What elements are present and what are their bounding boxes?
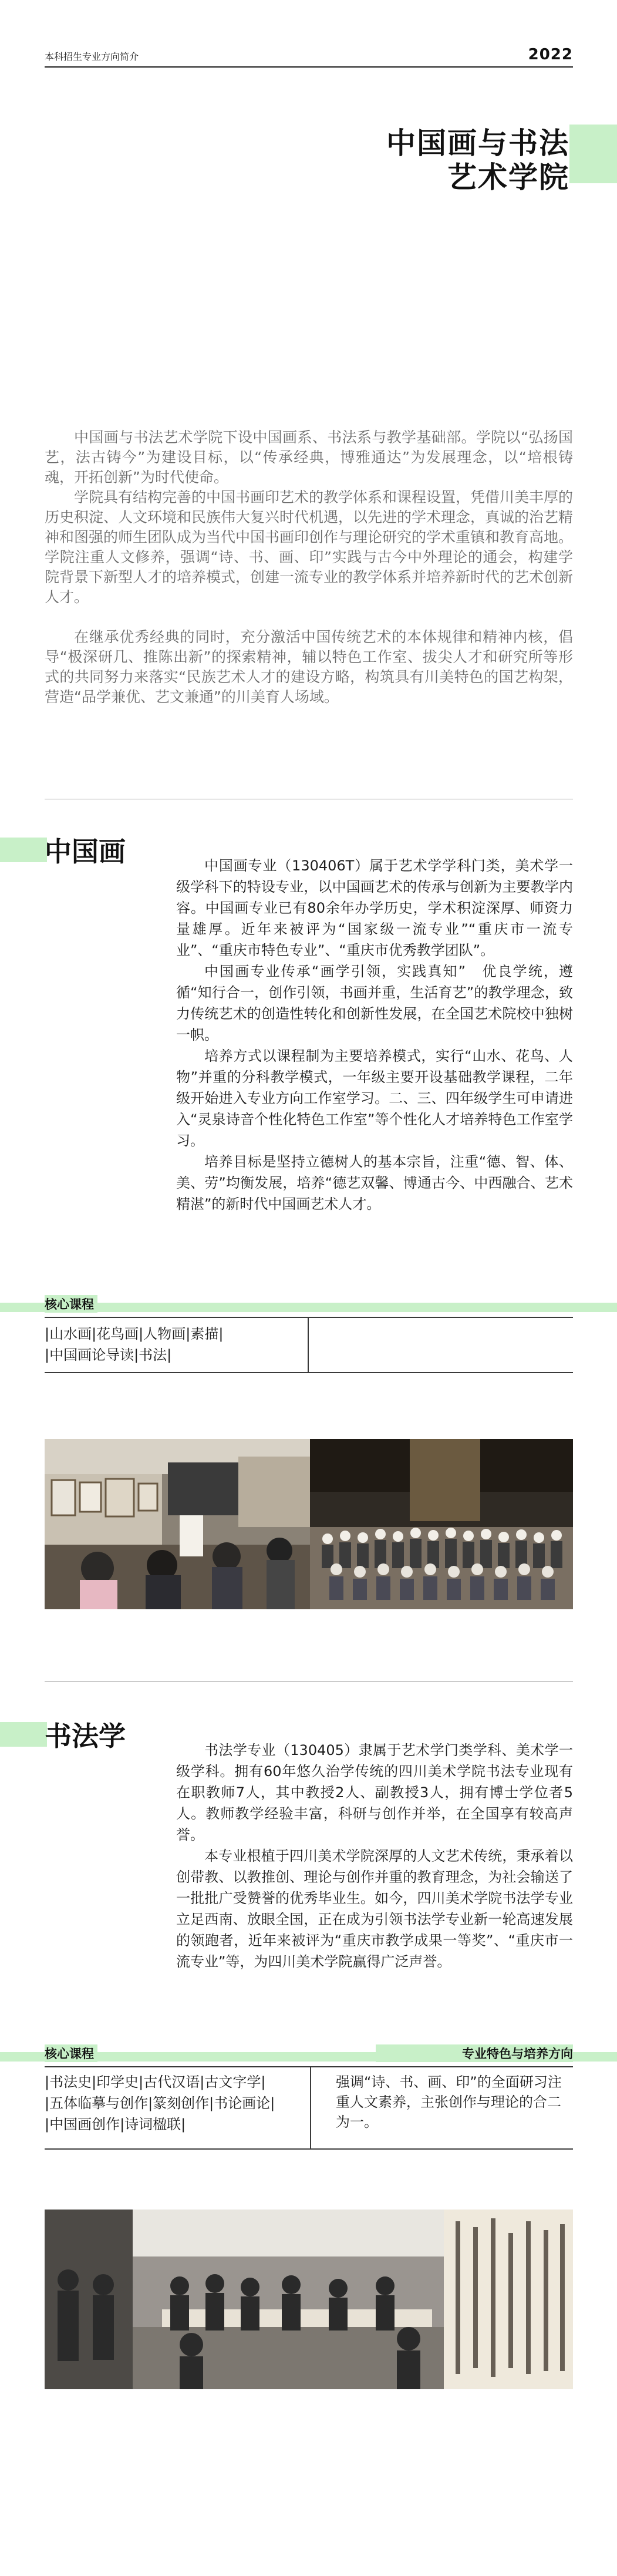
guohua-course-divider <box>308 1317 309 1373</box>
guohua-core-label: 核心课程 <box>45 1295 97 1313</box>
page-title-line1: 中国画与书法 <box>386 126 569 160</box>
guohua-paragraph-1: 中国画专业（130406T）属于艺术学学科门类，美术学一级学科下的特设专业，以中国画艺术的传承与创新为主要教学内容。中国画专业已有80余年办学历史，学术积淀深厚、师资力量雄厚。近年来被评为“国家级一流专业”“重庆市一流专业”、“重庆市特色专业”、“重庆市优秀教学团队”。 <box>176 857 573 959</box>
header-year: 2022 <box>528 46 573 63</box>
guohua-photo-group <box>310 1439 573 1609</box>
shufa-section-title: 书法学 <box>45 1720 126 1752</box>
section-divider <box>45 1681 573 1682</box>
shufa-course-top-rule <box>45 2066 573 2067</box>
shufa-courses-line3: |中国画创作|诗词楹联| <box>45 2116 186 2133</box>
shufa-core-label: 核心课程 <box>45 2044 97 2062</box>
header-label: 本科招生专业方向简介 <box>45 51 139 62</box>
shufa-courses-line1: |书法史|印学史|古代汉语|古文字学| <box>45 2074 266 2090</box>
guohua-courses-line2: |中国画论导读|书法| <box>45 1347 172 1363</box>
shufa-feature-label: 专业特色与培养方向 <box>376 2044 573 2062</box>
guohua-course-top-rule <box>45 1317 573 1318</box>
shufa-paragraph-1: 书法学专业（130405）隶属于艺术学门类学科、美术学一级学科。拥有60年悠久治学传统的四川美术学院书法专业现有在职教师7人，其中教授2人、副教授3人，拥有博士学位者5人。教师教学经验丰富，科研与创作并举，在全国享有较高声誉。 <box>176 1742 573 1843</box>
guohua-body <box>176 855 573 1215</box>
shufa-course-bottom-rule <box>45 2148 573 2150</box>
guohua-paragraph-4: 培养目标是坚持立德树人的基本宗旨，注重“德、智、体、美、劳”均衡发展，培养“德艺双馨、博通古今、中西融合、艺术精湛”的新时代中国画艺术人才。 <box>176 1154 573 1212</box>
intro-paragraph-2: 学院具有结构完善的中国书画印艺术的教学体系和课程设置，凭借川美丰厚的历史积淀、人文环境和民族伟大复兴时代机遇，以先进的学术理念，真诚的治艺精神和图强的师生团队成为当代中国书画印创作与理论研究的学术重镇和教育高地。学院注重人文修养，强调“诗、书、画、印”实践与古今中外理论的通会，构建学院背景下新型人才的培养模式，创建一流专业的教学体系并培养新时代的艺术创新人才。 <box>45 489 574 606</box>
shufa-courses-line2: |五体临摹与创作|篆刻创作|书论画论| <box>45 2095 275 2111</box>
shufa-accent-block <box>0 1722 47 1747</box>
page-title-line2: 艺术学院 <box>447 160 569 194</box>
guohua-paragraph-2: 中国画专业传承“画学引领，实践真知” 优良学统，遵循“知行合一，创作引领，书画并重，生活育艺”的教学理念，致力传统艺术的创造性转化和创新性发展，在全国艺术院校中独树一帜。 <box>176 963 573 1043</box>
shufa-course-divider <box>310 2066 311 2150</box>
guohua-courses-line1: |山水画|花鸟画|人物画|素描| <box>45 1326 224 1342</box>
guohua-photo-studio <box>45 1439 310 1609</box>
guohua-course-bottom-rule <box>45 1372 573 1373</box>
guohua-paragraph-3: 培养方式以课程制为主要培养模式，实行“山水、花鸟、人物”并重的分科教学模式，一年级主要开设基础教学课程，二年级开始进入专业方向工作室学习。二、三、四年级学生可申请进入“灵泉诗音个性化特色工作室”等个性化人才培养特色工作室学习。 <box>176 1048 573 1149</box>
intro-paragraph-3: 在继承优秀经典的同时，充分激活中国传统艺术的本体规律和精神内核，倡导“极深研几、推陈出新”的探索精神，辅以特色工作室、拔尖人才和研究所等形式的共同努力来落实“民族艺术人才的建设方略，构筑具有川美特色的国艺构架，营造“品学兼优、艺文兼通”的川美育人场域。 <box>45 628 573 705</box>
guohua-accent-block <box>0 838 47 862</box>
guohua-section-title: 中国画 <box>45 836 126 867</box>
header-divider <box>45 66 573 68</box>
shufa-feature-text: 强调“诗、书、画、印”的全面研习注重人文素养，主张创作与理论的合二为一。 <box>336 2074 562 2130</box>
shufa-body <box>176 1740 573 1972</box>
title-accent-block <box>569 125 617 183</box>
intro-paragraph-1: 中国画与书法艺术学院下设中国画系、书法系与教学基础部。学院以“弘扬国艺，法古铸今”为建设目标，以“传承经典，博雅通达”为发展理念，以“培根铸魂，开拓创新”为时代使命。 <box>45 429 573 486</box>
shufa-paragraph-2: 本专业根植于四川美术学院深厚的人文艺术传统，秉承着以创带教、以教推创、理论与创作并重的教育理念，为社会输送了一批批广受赞誉的优秀毕业生。如今，四川美术学院书法学专业立足西南、放眼全国，正在成为引领书法学专业新一轮高速发展的领跑者，近年来被评为“重庆市教学成果一等奖”、“重庆市一流专业”等，为四川美术学院赢得广泛声誉。 <box>176 1848 573 1970</box>
shufa-photo-classroom <box>45 2210 573 2389</box>
